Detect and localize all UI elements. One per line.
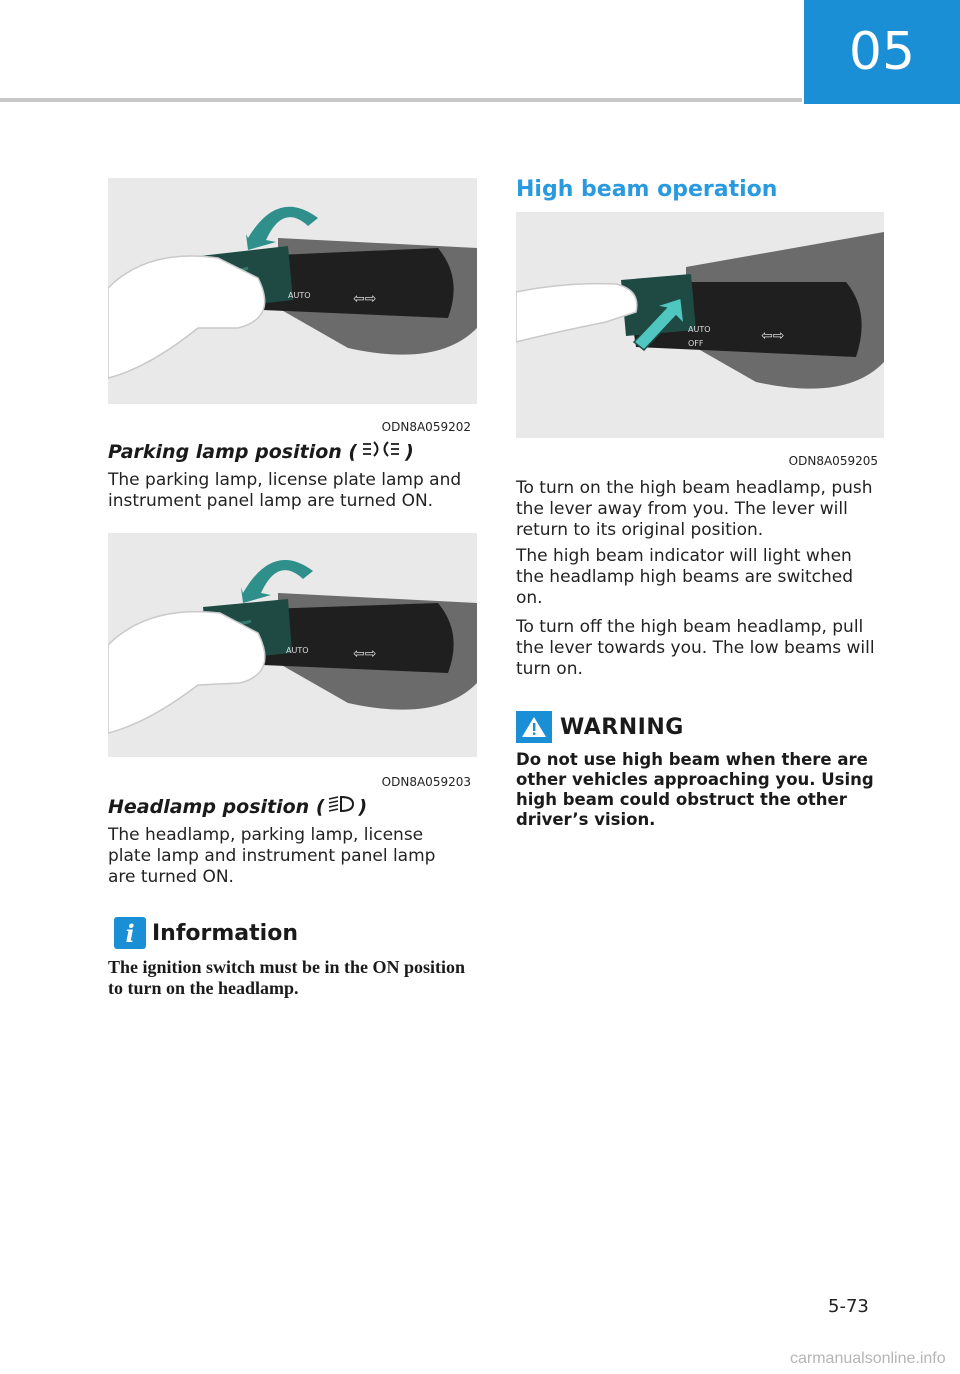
parking-lamp-heading-end: ): [405, 440, 414, 463]
page-number: 5-73: [828, 1296, 869, 1317]
figure-code: ODN8A059203: [381, 775, 471, 789]
svg-text:⇦⇨: ⇦⇨: [761, 328, 785, 344]
warning-header: [516, 711, 684, 743]
headlamp-heading: [108, 794, 477, 819]
warning-text: Do not use high beam when there are other vehicles approaching you. Using high beam could obstruct the other driver’s vision.: [516, 750, 874, 829]
parking-lamp-icon: [359, 439, 403, 464]
svg-text:AUTO: AUTO: [688, 325, 711, 334]
parking-lamp-heading: [108, 439, 477, 464]
figure-high-beam-lever: [516, 212, 884, 438]
info-icon: i: [114, 917, 146, 949]
headlamp-heading-end: ): [358, 795, 368, 818]
figure-code: ODN8A059202: [381, 420, 471, 434]
svg-text:⇦⇨: ⇦⇨: [353, 646, 377, 662]
high-beam-paragraph-3: To turn off the high beam headlamp, pull the lever towards you. The low beams will turn on.: [516, 617, 875, 679]
header-rule: [0, 98, 802, 102]
information-text: The ignition switch must be in the ON position to turn on the headlamp.: [108, 957, 466, 998]
section-title: High beam operation: [516, 177, 778, 202]
information-header: [114, 917, 298, 949]
svg-text:⇦⇨: ⇦⇨: [353, 291, 377, 307]
parking-lamp-description: The parking lamp, license plate lamp and instrument panel lamp are turned ON.: [108, 470, 462, 511]
headlamp-heading-text: Headlamp position (: [108, 795, 325, 818]
high-beam-paragraph-2: The high beam indicator will light when the headlamp high beams are switched on.: [516, 546, 854, 608]
chapter-tab: 05: [804, 0, 960, 104]
warning-icon: [516, 711, 552, 743]
parking-lamp-heading-text: Parking lamp position (: [108, 440, 358, 463]
figure-headlamp-lever: [108, 533, 477, 757]
warning-title: WARNING: [560, 714, 684, 740]
information-title: Information: [152, 920, 298, 946]
high-beam-paragraph-1: To turn on the high beam headlamp, push the lever away from you. The lever will return to its original position.: [516, 478, 873, 540]
figure-code: ODN8A059205: [788, 454, 878, 468]
svg-text:AUTO: AUTO: [288, 291, 311, 300]
figure-parking-lamp-lever: [108, 178, 477, 404]
svg-text:AUTO: AUTO: [286, 646, 309, 655]
headlamp-description: The headlamp, parking lamp, license plate lamp and instrument panel lamp are turned ON.: [108, 825, 436, 887]
svg-text:OFF: OFF: [688, 339, 704, 348]
watermark: carmanualsonline.info: [790, 1350, 946, 1367]
headlamp-icon: [327, 794, 357, 819]
